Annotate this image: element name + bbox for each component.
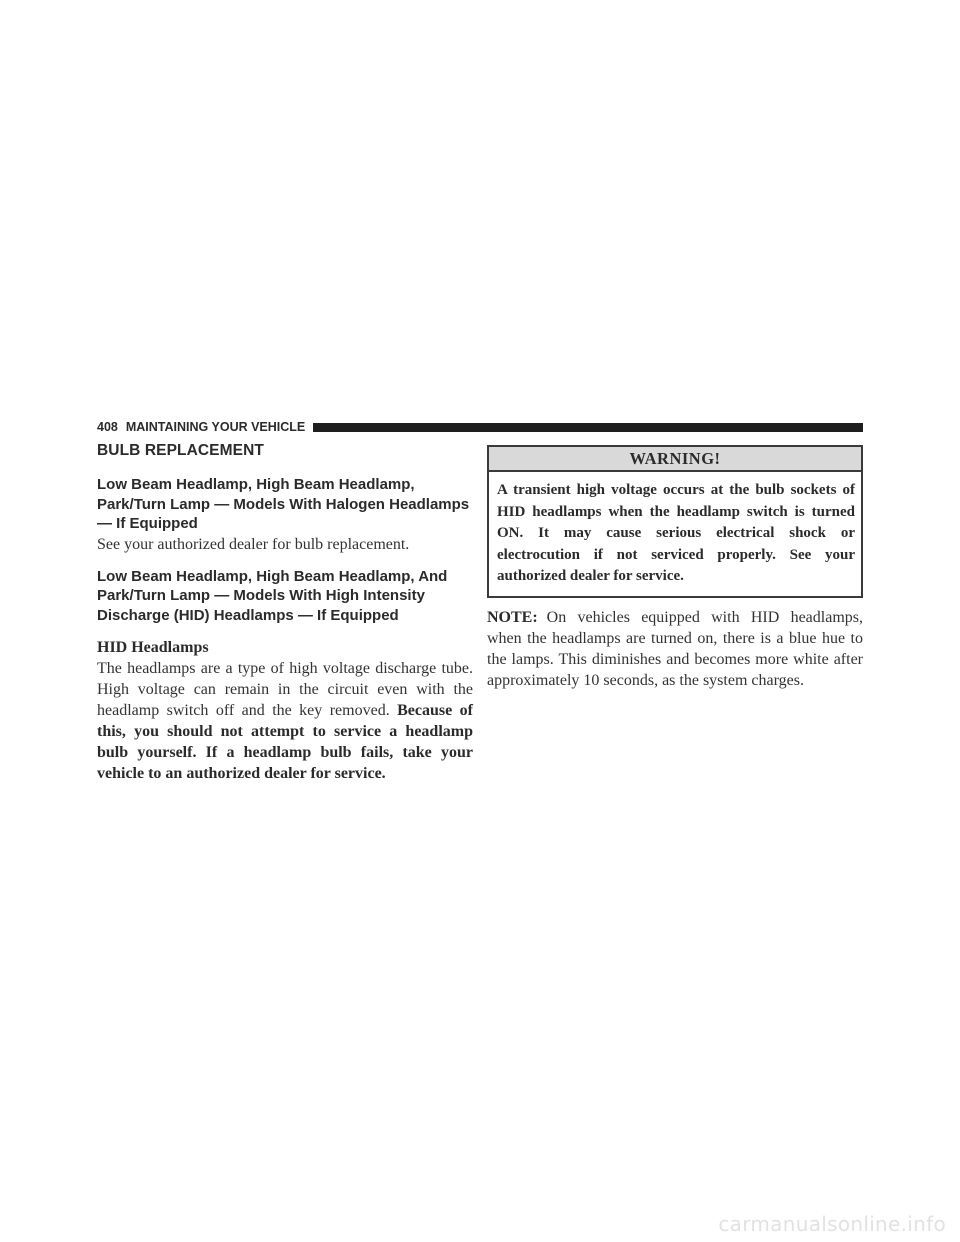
left-column bbox=[97, 441, 473, 784]
page-number: 408 bbox=[97, 420, 118, 434]
halogen-headlamps-heading: Low Beam Headlamp, High Beam Headlamp, Park/Turn Lamp — Models With Halogen Headlamps — If Equipped bbox=[97, 476, 470, 532]
note-label: NOTE: bbox=[487, 608, 538, 626]
hid-text-bold: Because of this, you should not attempt to service a headlamp bulb yourself. If a headlamp bulb fails, take your vehicle to an authorized dealer for service. bbox=[97, 702, 473, 782]
hid-headlamps-subheading: HID Headlamps bbox=[97, 639, 209, 656]
warning-box bbox=[487, 445, 863, 598]
note-paragraph bbox=[487, 607, 863, 691]
hid-text-normal: The headlamps are a type of high voltage discharge tube. High voltage can remain in the circuit even with the headlamp switch off and the key removed. bbox=[97, 660, 473, 719]
warning-text: A transient high voltage occurs at the bulb sockets of HID headlamps when the headlamp switch is turned ON. It may cause serious electrical shock or electrocution if not serviced properly. See your authorized dealer for service. bbox=[497, 482, 855, 584]
section-title: MAINTAINING YOUR VEHICLE bbox=[125, 420, 306, 434]
right-column bbox=[487, 445, 863, 707]
note-text: On vehicles equipped with HID headlamps, when the headlamps are turned on, there is a blue hue to the lamps. This diminishes and becomes more white after approximately 10 seconds, as the system charges. bbox=[487, 608, 863, 689]
hid-headlamps-paragraph bbox=[97, 658, 473, 784]
halogen-headlamps-text: See your authorized dealer for bulb replacement. bbox=[97, 535, 410, 553]
hid-headlamps-section-heading: Low Beam Headlamp, High Beam Headlamp, And Park/Turn Lamp — Models With High Intensity Discharge (HID) Headlamps — If Equipped bbox=[97, 567, 448, 624]
warning-title: WARNING! bbox=[489, 447, 861, 472]
header-rule bbox=[313, 423, 863, 432]
watermark: carmanualsonline.info bbox=[718, 1212, 946, 1236]
page-header bbox=[97, 419, 863, 435]
bulb-replacement-heading: BULB REPLACEMENT bbox=[97, 442, 264, 459]
